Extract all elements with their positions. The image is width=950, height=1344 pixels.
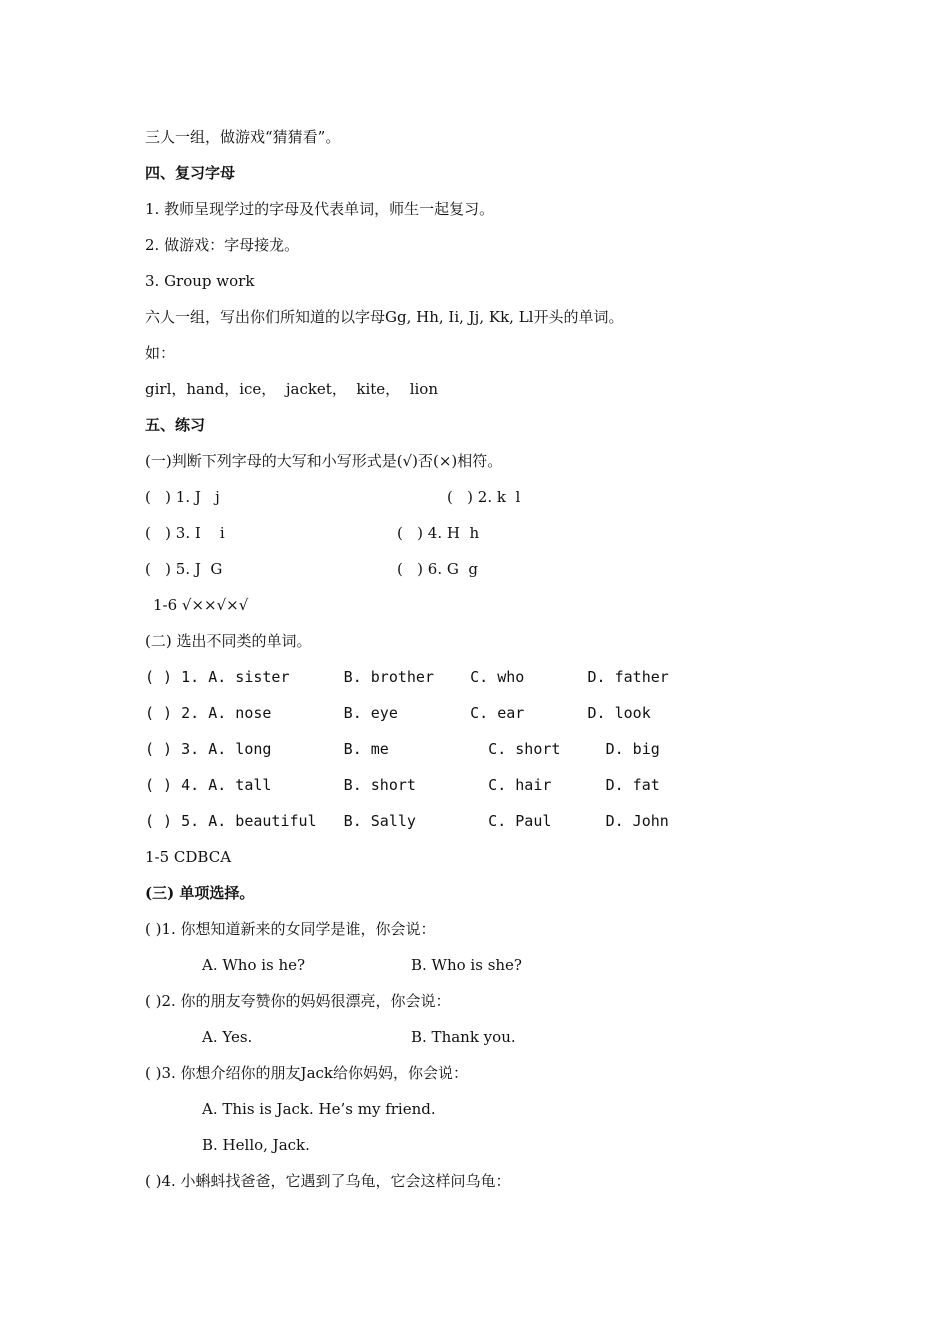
- part-1-instruction: (一)判断下列字母的大写和小写形式是(√)否(×)相符。: [145, 452, 503, 470]
- part-2-instruction: (二) 选出不同类的单词。: [145, 632, 312, 650]
- part-2-answers: 1-5 CDBCA: [145, 848, 232, 866]
- part-1-question-6: ( ) 6. G g: [397, 560, 478, 578]
- group-work-instruction: 六人一组，写出你们所知道的以字母Gg, Hh, Ii, Jj, Kk, Ll开头的单词。: [145, 308, 624, 326]
- part-1-question-2: ( ) 2. k l: [447, 488, 521, 506]
- part-1-question-3: ( ) 3. I i: [145, 524, 225, 542]
- part-3-question-4: ( )4. 小蝌蚪找爸爸，它遇到了乌龟，它会这样问乌龟：: [145, 1172, 511, 1190]
- part-3-q3-option-a: A. This is Jack. He’s my friend.: [202, 1100, 436, 1118]
- section-5-heading: 五、练习: [145, 416, 206, 434]
- part-2-question-4: ( ) 4. A. tall B. short C. hair D. fat: [145, 776, 660, 794]
- part-1-question-4: ( ) 4. H h: [397, 524, 480, 542]
- review-step-2: 2. 做游戏：字母接龙。: [145, 236, 300, 254]
- part-1-question-5: ( ) 5. J G: [145, 560, 223, 578]
- part-1-question-1: ( ) 1. J j: [145, 488, 220, 506]
- example-label: 如：: [145, 344, 176, 362]
- part-3-instruction: (三) 单项选择。: [145, 884, 255, 902]
- part-1-answers: 1-6 √××√×√: [153, 596, 249, 614]
- group-game-line: 三人一组，做游戏“猜猜看”。: [145, 128, 341, 146]
- part-3-q3-option-b: B. Hello, Jack.: [202, 1136, 310, 1154]
- part-2-question-1: ( ) 1. A. sister B. brother C. who D. father: [145, 668, 669, 686]
- section-4-heading: 四、复习字母: [145, 164, 236, 182]
- part-2-question-5: ( ) 5. A. beautiful B. Sally C. Paul D. John: [145, 812, 669, 830]
- part-3-question-3: ( )3. 你想介绍你的朋友Jack给你妈妈，你会说：: [145, 1064, 468, 1082]
- review-step-3: 3. Group work: [145, 272, 255, 290]
- example-words: girl，hand，ice， jacket， kite， lion: [145, 380, 438, 398]
- part-3-question-1: ( )1. 你想知道新来的女同学是谁，你会说：: [145, 920, 436, 938]
- part-3-question-2: ( )2. 你的朋友夸赞你的妈妈很漂亮，你会说：: [145, 992, 451, 1010]
- part-3-q1-option-b: B. Who is she?: [411, 956, 522, 974]
- part-2-question-2: ( ) 2. A. nose B. eye C. ear D. look: [145, 704, 651, 722]
- part-3-q2-option-b: B. Thank you.: [411, 1028, 516, 1046]
- part-2-question-3: ( ) 3. A. long B. me C. short D. big: [145, 740, 660, 758]
- part-3-q2-option-a: A. Yes.: [202, 1028, 253, 1046]
- part-3-q1-option-a: A. Who is he?: [202, 956, 306, 974]
- review-step-1: 1. 教师呈现学过的字母及代表单词，师生一起复习。: [145, 200, 495, 218]
